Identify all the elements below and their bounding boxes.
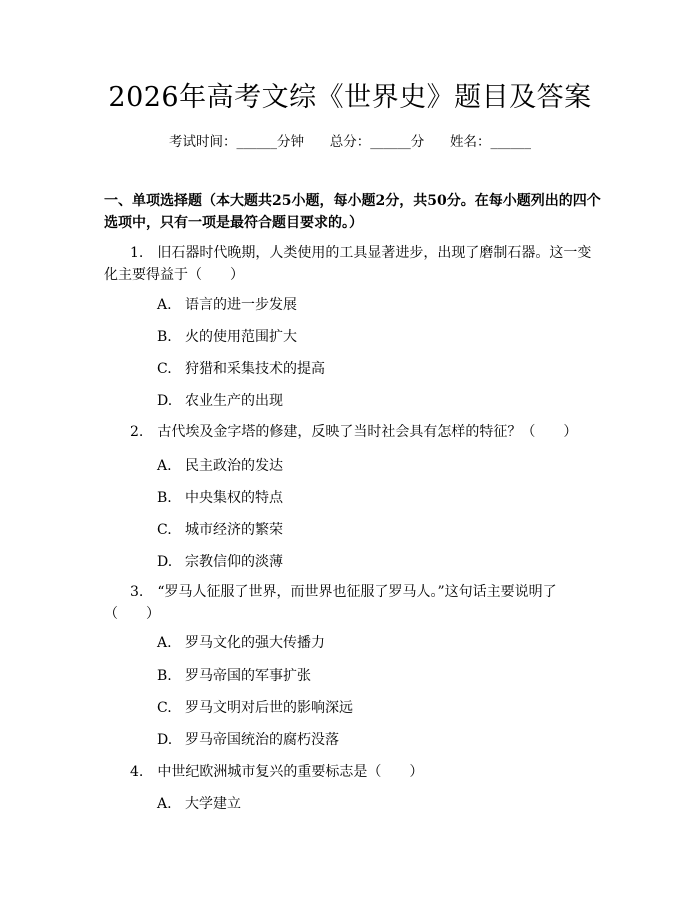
- option-letter: A.: [157, 458, 172, 474]
- option-text: 火的使用范围扩大: [185, 329, 297, 345]
- option-letter: B.: [157, 668, 172, 684]
- question-3-option-c: [157, 698, 353, 718]
- option-text: 语言的进一步发展: [185, 297, 297, 313]
- option-text: 农业生产的出现: [185, 393, 283, 409]
- option-text: 罗马帝国统治的腐朽没落: [185, 732, 339, 748]
- option-text: 大学建立: [185, 796, 241, 812]
- question-3-option-b: [157, 666, 311, 686]
- question-1-option-b: [157, 327, 297, 347]
- question-4: [104, 761, 599, 783]
- page-title: 2026年高考文综《世界史》题目及答案: [108, 82, 592, 113]
- question-text: 古代埃及金字塔的修建，反映了当时社会具有怎样的特征？（ ）: [157, 424, 578, 440]
- question-3-option-d: [157, 730, 339, 750]
- question-1-option-d: [157, 391, 283, 411]
- option-letter: C.: [157, 361, 172, 377]
- option-letter: B.: [157, 490, 172, 506]
- question-2-option-d: [157, 552, 283, 572]
- question-2: [104, 421, 599, 443]
- option-letter: D.: [157, 554, 173, 570]
- question-number: 2.: [130, 424, 144, 440]
- option-letter: A.: [157, 796, 172, 812]
- option-letter: A.: [157, 635, 172, 651]
- option-text: 城市经济的繁荣: [185, 522, 283, 538]
- question-3: [104, 581, 599, 625]
- option-letter: C.: [157, 522, 172, 538]
- question-text: “罗马人征服了世界，而世界也征服了罗马人。”这句话主要说明了（ ）: [104, 584, 557, 622]
- option-text: 罗马文化的强大传播力: [185, 635, 325, 651]
- question-number: 4.: [130, 764, 144, 780]
- question-2-option-a: [157, 456, 283, 476]
- question-number: 1.: [130, 245, 144, 261]
- option-text: 狩猎和采集技术的提高: [185, 361, 325, 377]
- option-text: 罗马帝国的军事扩张: [185, 668, 311, 684]
- question-4-option-a: [157, 794, 241, 814]
- option-letter: D.: [157, 732, 173, 748]
- question-1-option-a: [157, 295, 297, 315]
- question-2-option-c: [157, 520, 283, 540]
- question-2-option-b: [157, 488, 283, 508]
- option-letter: C.: [157, 700, 172, 716]
- question-1: [104, 242, 599, 286]
- option-text: 宗教信仰的淡薄: [185, 554, 283, 570]
- section-heading: 一、单项选择题（本大题共25小题，每小题2分，共50分。在每小题列出的四个选项中，只有一项是最符合题目要求的。）: [104, 193, 601, 231]
- option-letter: A.: [157, 297, 172, 313]
- question-3-option-a: [157, 633, 325, 653]
- option-text: 民主政治的发达: [185, 458, 283, 474]
- question-1-option-c: [157, 359, 325, 379]
- option-letter: B.: [157, 329, 172, 345]
- option-text: 中央集权的特点: [185, 490, 283, 506]
- option-letter: D.: [157, 393, 173, 409]
- exam-meta-line: 考试时间：______分钟 总分：______分 姓名：______: [169, 134, 531, 150]
- question-text: 旧石器时代晚期，人类使用的工具显著进步，出现了磨制石器。这一变化主要得益于（ ）: [104, 245, 592, 283]
- question-number: 3.: [130, 584, 144, 600]
- question-text: 中世纪欧洲城市复兴的重要标志是（ ）: [157, 764, 424, 780]
- option-text: 罗马文明对后世的影响深远: [185, 700, 353, 716]
